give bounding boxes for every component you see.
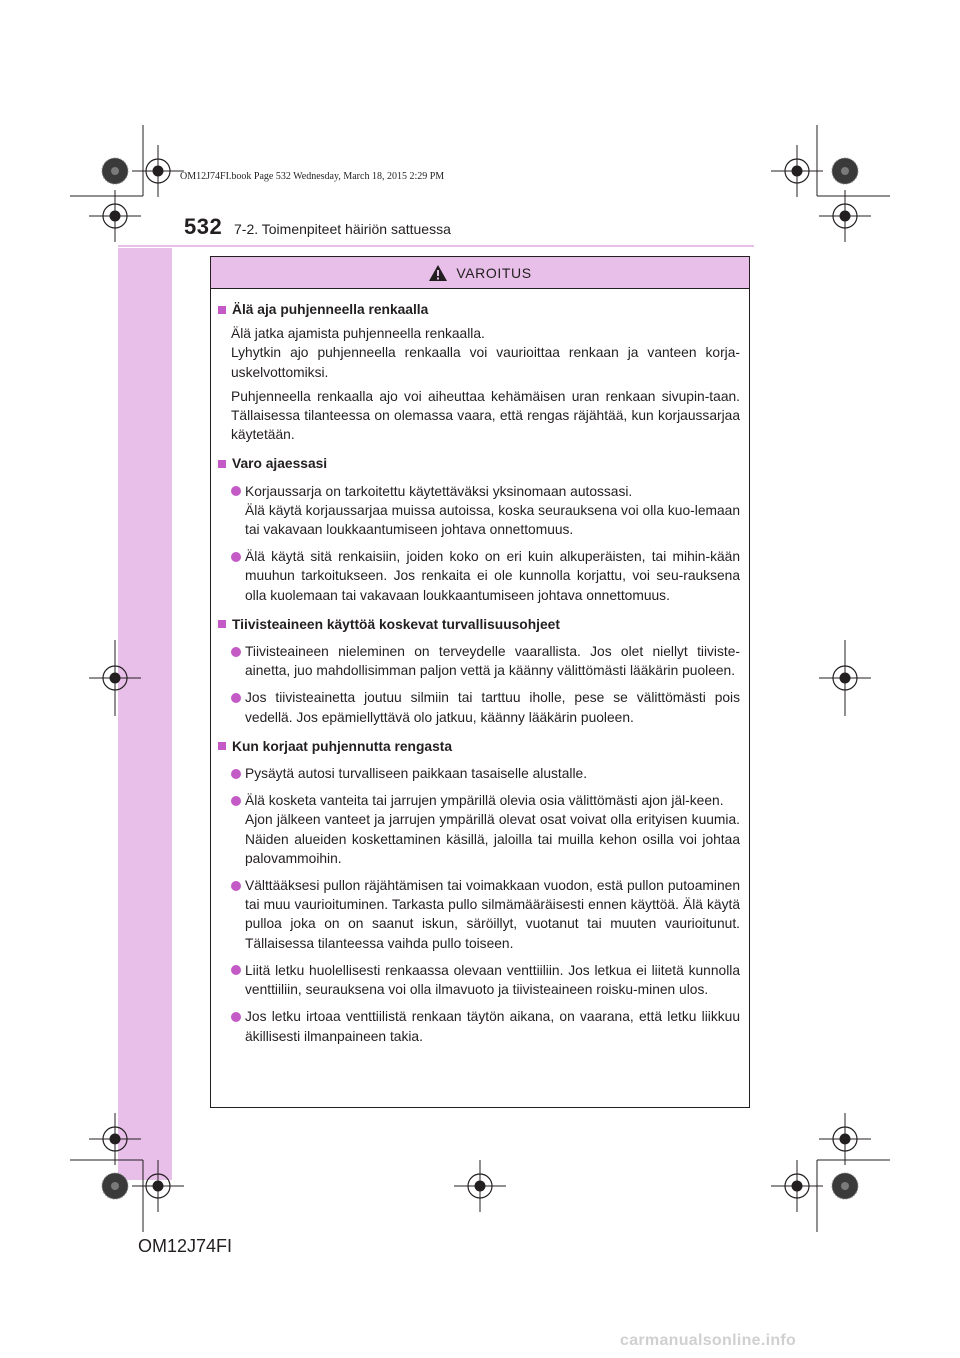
warning-paragraph: Puhjenneella renkaalla ajo voi aiheuttaa kehämäisen uran renkaan sivupin-taan. Tällaisessa tilanteessa on olemassa vaara, että rengas räjähtää, kun korjaussarjaa käytetään.: [231, 388, 740, 443]
book-info: OM12J74FI.book Page 532 Wednesday, March 18, 2015 2:29 PM: [180, 171, 445, 182]
registration-wheel: [832, 158, 858, 184]
bullet-text: Jos letku irtoaa venttiilistä renkaan täytön aikana, on vaarana, että letku liikkuu äkillisesti ilmanpaineen takia.: [245, 1009, 740, 1044]
crop-lines: [70, 125, 890, 1232]
registration-mark: [771, 1160, 823, 1212]
watermark: carmanualsonline.info: [620, 1332, 797, 1349]
bullet-text: Korjaussarja on tarkoitettu käytettäväksi yksinomaan autossasi. Älä käytä korjaussarjaa muissa autoissa, koska seurauksena voi olla kuo-lemaan tai vakavaan loukkaantumiseen johtava onnettomuus.: [245, 483, 740, 538]
bullet-text: Välttääksesi pullon räjähtämisen tai voimakkaan vuodon, estä pullon putoaminen tai muu vaurioituminen. Tarkasta pullo silmämääräisesti ennen käyttöä. Älä käytä pulloa joka on on saanut iskun, säröillyt, vuotanut tai muuten vaurioitunut. Tällaisessa tilanteessa vaihda pullo toiseen.: [245, 878, 740, 951]
footer-code: OM12J74FI: [138, 1236, 233, 1256]
registration-mark: [89, 1113, 141, 1165]
bullet-text: Liitä letku huolellisesti renkaassa olevaan venttiiliin. Jos letkua ei liitetä kunnolla venttiiliin, seurauksena voi olla ilmavuoto ja tiivisteaineen roisku-minen ulos.: [245, 962, 740, 998]
section-heading-text: Tiivisteaineen käyttöä koskevat turvallisuusohjeet: [232, 616, 560, 632]
registration-mark: [454, 1160, 506, 1212]
bullet-text: Jos tiivisteainetta joutuu silmiin tai tarttuu iholle, pese se välittömästi pois vedellä. Jos epämiellyttävä olo jatkuu, käänny lääkärin puoleen.: [245, 690, 740, 725]
registration-wheel: [832, 1173, 858, 1199]
registration-wheel: [102, 1173, 128, 1199]
registration-mark: [819, 190, 871, 242]
section-heading-text: Kun korjaat puhjennutta rengasta: [232, 738, 453, 754]
registration-mark: [89, 190, 141, 242]
bullet-text: Älä kosketa vanteita tai jarrujen ympärillä olevia osia välittömästi ajon jäl-keen. Ajon jälkeen vanteet ja jarrujen ympärillä olevat osat voivat olla erityisen kuumia. Näiden alueiden koskettaminen käsillä, jaloilla tai muilla kehon osilla voi johtaa palovammoihin.: [245, 793, 740, 866]
warning-paragraph: Älä jatka ajamista puhjenneella renkaalla. Lyhytkin ajo puhjenneella renkaalla voi vaurioittaa renkaan ja vanteen korja-uskelvottomiksi.: [231, 326, 740, 380]
bullet-text: Älä käytä sitä renkaisiin, joiden koko on eri kuin alkuperäisten, tai mihin-kään muuhun tarkoitukseen. Jos renkaita ei ole kunnolla korjattu, voi seu-rauksena olla kuolemaan tai vakavaan loukkaantumiseen johtava onnettomuus.: [245, 549, 740, 603]
registration-mark: [771, 145, 823, 197]
section-heading-text: Varo ajaessasi: [232, 456, 328, 472]
registration-mark: [132, 145, 184, 197]
warning-title: VAROITUS: [456, 264, 532, 281]
registration-wheel: [102, 158, 128, 184]
bullet-text: Tiivisteaineen nieleminen on terveydelle vaarallista. Jos olet niellyt tiiviste-ainetta, juo mahdollisimman paljon vettä ja käänny välittömästi lääkärin puoleen.: [245, 644, 740, 679]
registration-mark: [819, 1113, 871, 1165]
bullet-text: Pysäytä autosi turvalliseen paikkaan tasaiselle alustalle.: [245, 766, 588, 782]
section-heading-text: Älä aja puhjenneella renkaalla: [232, 302, 429, 317]
registration-mark: [132, 1160, 184, 1212]
page-number: 532: [184, 214, 223, 239]
section-title: 7-2. Toimenpiteet häiriön sattuessa: [234, 221, 451, 237]
